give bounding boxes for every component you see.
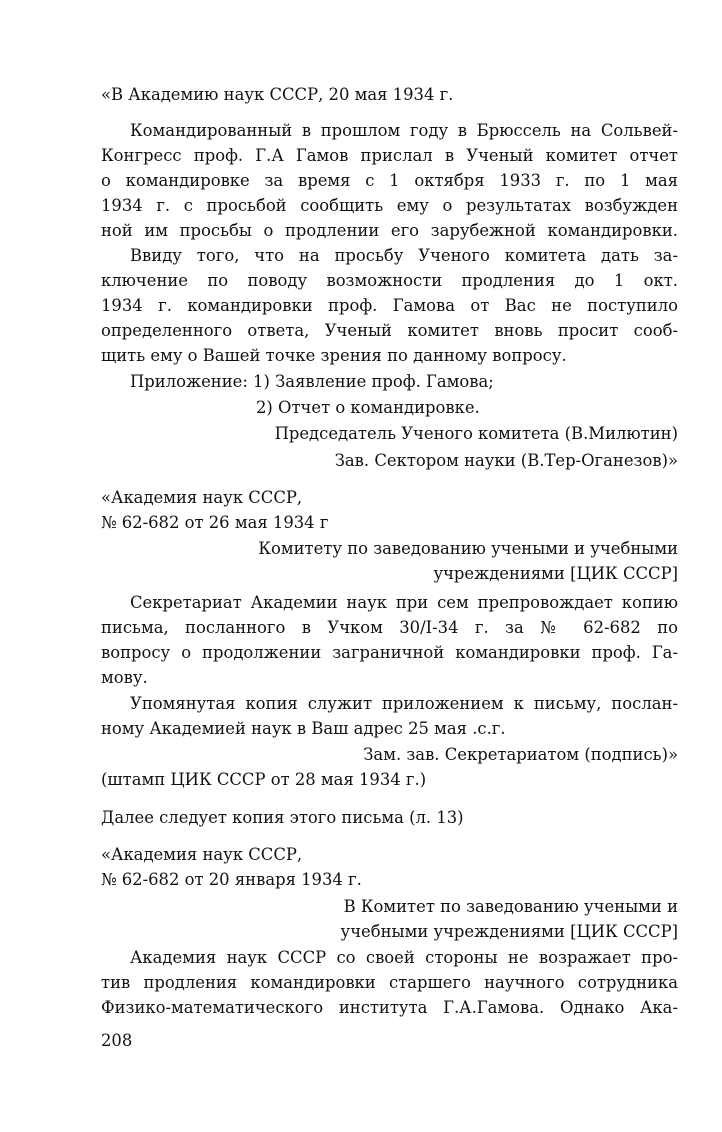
- letter2-header-1: «Академия наук СССР,: [101, 488, 303, 507]
- letter1-attachment-2: 2) Отчет о командировке.: [256, 398, 480, 417]
- letter2-body-line: письма, посланного в Учком 30/I-34 г. за № 62-682 по: [101, 618, 678, 637]
- letter1-body-line: 1934 г. командировки проф. Гамова от Вас не поступило: [101, 296, 678, 315]
- letter2-body-line: ному Академией наук в Ваш адрес 25 мая .с.г.: [101, 719, 506, 738]
- letter2-addressee-2: учреждениями [ЦИК СССР]: [433, 564, 678, 583]
- letter1-signature-2: Зав. Сектором науки (В.Тер-Оганезов)»: [334, 451, 678, 470]
- page-number: 208: [101, 1031, 133, 1050]
- letter2-header-2: № 62-682 от 26 мая 1934 г: [101, 513, 329, 532]
- letter1-opening: «В Академию наук СССР, 20 мая 1934 г.: [101, 85, 454, 104]
- letter2-addressee-1: Комитету по заведованию учеными и учебными: [258, 539, 678, 558]
- letter1-body-line: ключение по поводу возможности продления до 1 окт.: [101, 271, 678, 290]
- letter3-body-line: Академия наук СССР со своей стороны не возражает про-: [130, 948, 678, 967]
- letter3-addressee-1: В Комитет по заведованию учеными и: [343, 897, 678, 916]
- letter1-body-line: о командировке за время с 1 октября 1933 г. по 1 мая: [101, 171, 678, 190]
- letter1-signature-1: Председатель Ученого комитета (В.Милютин): [274, 424, 678, 443]
- letter2-body-line: Секретариат Академии наук при сем препровождает копию: [130, 593, 678, 612]
- letter1-body-line: Ввиду того, что на просьбу Ученого комитета дать за-: [130, 246, 678, 265]
- letter2-body-line: вопросу о продолжении заграничной командировки проф. Га-: [101, 643, 678, 662]
- letter2-signature: Зам. зав. Секретариатом (подпись)»: [363, 745, 678, 764]
- letter3-addressee-2: учебными учреждениями [ЦИК СССР]: [340, 922, 678, 941]
- letter2-body-line: Упомянутая копия служит приложением к письму, послан-: [130, 694, 678, 713]
- letter1-attachment-1: Приложение: 1) Заявление проф. Гамова;: [130, 372, 494, 391]
- letter2-stamp: (штамп ЦИК СССР от 28 мая 1934 г.): [101, 770, 427, 789]
- letter2-body-line: мову.: [101, 668, 148, 687]
- letter1-body-line: определенного ответа, Ученый комитет вновь просит сооб-: [101, 321, 678, 340]
- letter3-header-2: № 62-682 от 20 января 1934 г.: [101, 870, 362, 889]
- letter3-header-1: «Академия наук СССР,: [101, 845, 303, 864]
- letter3-body-line: тив продления командировки старшего научного сотрудника: [101, 973, 678, 992]
- letter3-body-line: Физико-математического института Г.А.Гамова. Однако Ака-: [101, 998, 678, 1017]
- letter1-body-line: Командированный в прошлом году в Брюссель на Сольвей-: [130, 121, 678, 140]
- letter2-note: Далее следует копия этого письма (л. 13): [101, 808, 464, 827]
- letter1-body-line: Конгресс проф. Г.А Гамов прислал в Ученый комитет отчет: [101, 146, 678, 165]
- letter1-body-line: 1934 г. с просьбой сообщить ему о результатах возбужден: [101, 196, 678, 215]
- letter1-body-line: щить ему о Вашей точке зрения по данному вопросу.: [101, 346, 567, 365]
- letter1-body-line: ной им просьбы о продлении его зарубежной командировки.: [101, 221, 678, 240]
